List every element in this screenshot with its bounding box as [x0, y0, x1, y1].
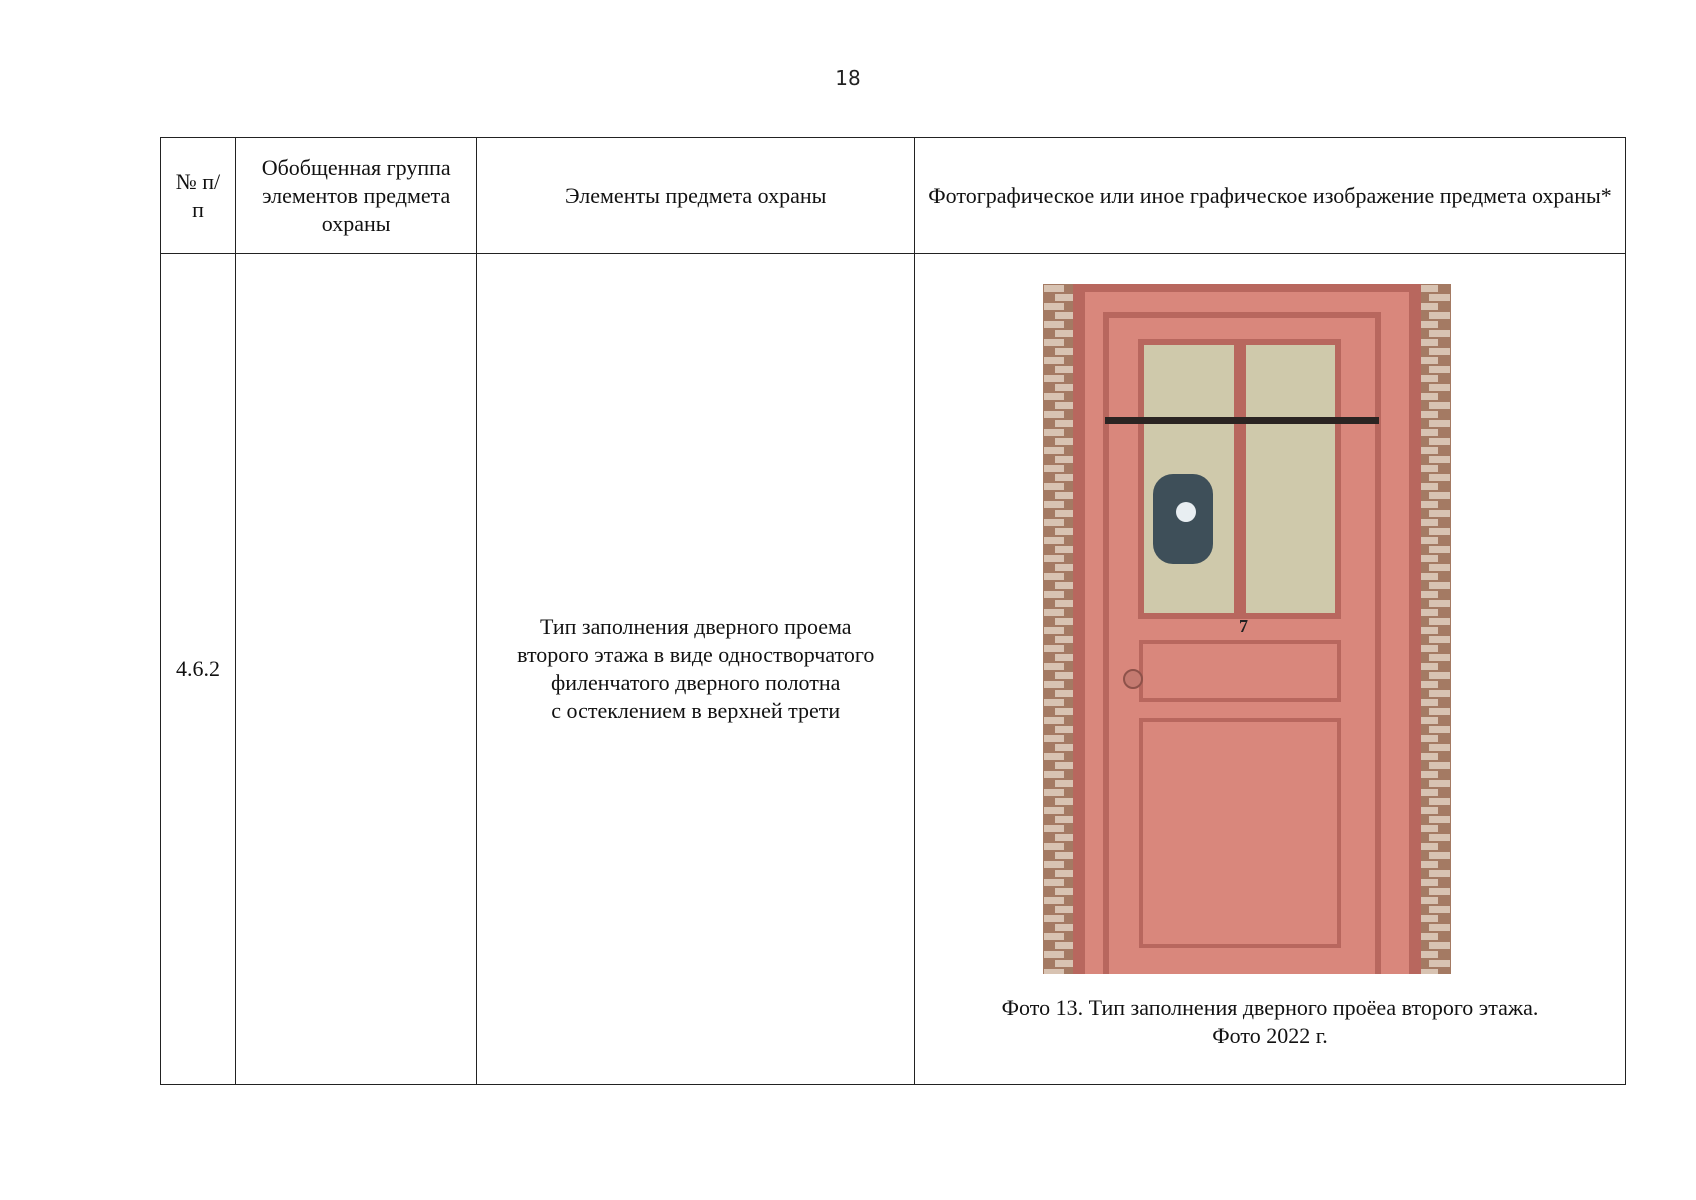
elements-line: Тип заполнения дверного проема: [539, 614, 852, 639]
glass-pane-right: [1246, 345, 1335, 613]
row-photo: [915, 254, 1626, 1085]
elements-line: с остеклением в верхней трети: [551, 698, 841, 723]
row-elements: [477, 254, 915, 1085]
door-knob: [1124, 670, 1142, 688]
table-header-row: [161, 138, 1626, 254]
caption-line: Фото 13. Тип заполнения дверного проёеа второго этажа.: [1001, 995, 1539, 1020]
glass-light: [1176, 502, 1196, 522]
table-row: [161, 254, 1626, 1085]
caption-line: Фото 2022 г.: [1212, 1023, 1328, 1048]
header-num: № п/п: [161, 138, 236, 254]
door-illustration: [1043, 284, 1451, 974]
header-elements: Элементы предмета охраны: [477, 138, 915, 254]
row-group: [235, 254, 476, 1085]
door-number: 7: [1239, 616, 1249, 636]
middle-panel: [1143, 644, 1337, 698]
lower-panel: [1143, 722, 1337, 944]
photo-caption: [915, 994, 1625, 1050]
header-group: Обобщенная группа элементов предмета охраны: [235, 138, 476, 254]
protection-table: [160, 137, 1626, 1085]
page-number: 18: [835, 66, 861, 90]
row-num: 4.6.2: [161, 254, 236, 1085]
elements-line: филенчатого дверного полотна: [551, 670, 841, 695]
header-photo: Фотографическое или иное графическое изображение предмета охраны*: [915, 138, 1626, 254]
door-photo: [1043, 284, 1451, 974]
elements-line: второго этажа в виде одностворчатого: [517, 642, 875, 667]
curtain-rod: [1105, 417, 1379, 424]
